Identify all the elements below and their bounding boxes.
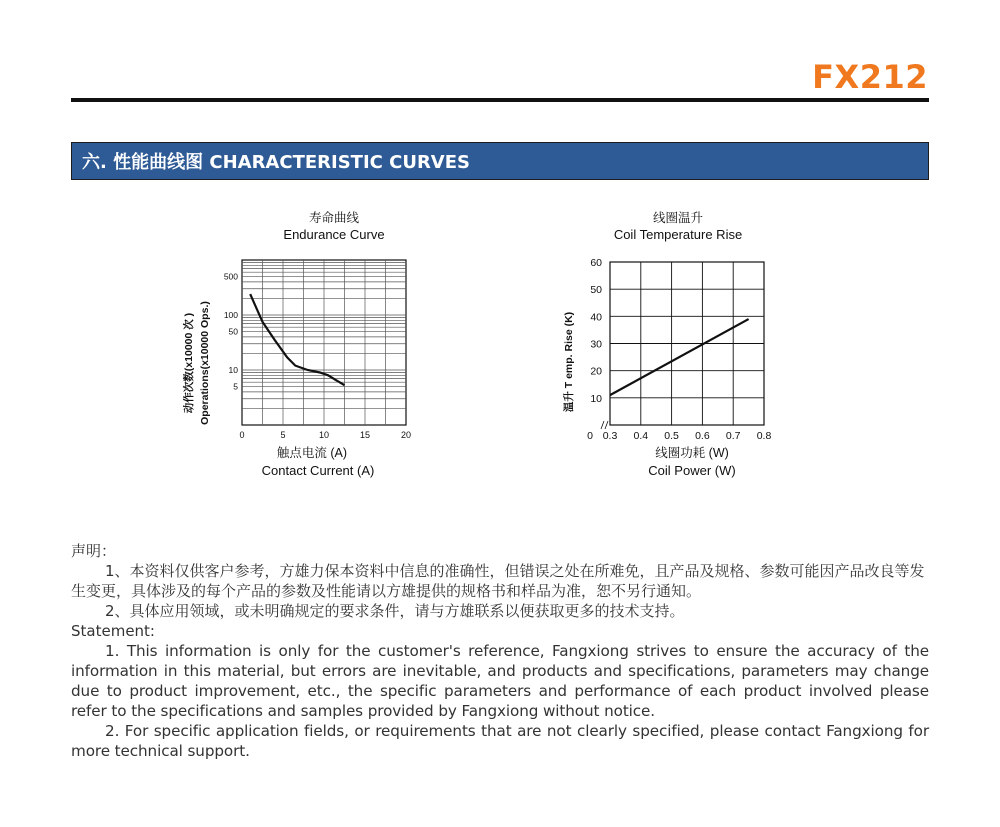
endurance-title-en: Endurance Curve: [283, 227, 385, 242]
en-statement-item-2: 2. For specific application fields, or requirements that are not clearly specified, please contact Fangxiong for more technical support.: [71, 722, 929, 760]
coil-ytick: 30: [590, 338, 602, 351]
coil-ytick: 10: [590, 392, 602, 405]
endurance-ytick: 50: [228, 326, 238, 337]
coil-xtick: 0.4: [633, 430, 649, 442]
endurance-xtick: 20: [400, 430, 412, 440]
endurance-xtick: 10: [318, 430, 330, 440]
coil-ytick: 20: [590, 365, 602, 378]
endurance-xlabel-cn: 触点电流 (A): [276, 446, 348, 460]
model-number: FX212: [812, 58, 928, 96]
coil-xlabel-en: Coil Power (W): [648, 463, 736, 478]
coil-ytick: 60: [590, 257, 602, 269]
cn-statement-heading: 声明：: [71, 542, 117, 560]
coil-title-en: Coil Temperature Rise: [613, 227, 743, 242]
endurance-title-cn: 寿命曲线: [308, 211, 360, 225]
endurance-xtick: 5: [280, 430, 286, 440]
endurance-ytick: 100: [223, 310, 238, 320]
coil-title-cn: 线圈温升: [652, 211, 704, 225]
coil-temp-line: [610, 319, 749, 395]
coil-ytick: 40: [590, 311, 602, 324]
header-rule: [71, 98, 929, 102]
endurance-ylabel-cn: 动作次数(x10000 次 ): [183, 312, 195, 414]
coil-xtick: 0.5: [664, 430, 679, 442]
endurance-ytick: 500: [223, 271, 238, 282]
coil-xtick: 0.3: [602, 430, 618, 442]
coil-temp-chart: [555, 205, 795, 485]
endurance-xtick: 0: [239, 430, 245, 440]
endurance-chart: [170, 205, 430, 485]
cn-statement-item-2: 2、具体应用领域，或未明确规定的要求条件，请与方雄联系以便获取更多的技术支持。: [105, 602, 685, 620]
coil-xlabel-cn: 线圈功耗 (W): [655, 446, 729, 460]
cn-statement-item-1: 1、本资料仅供客户参考，方雄力保本资料中信息的准确性，但错误之处在所难免，且产品及规格、参数可能因产品改良等发生变更，具体涉及的每个产品的参数及性能请以方雄提供的规格书和样品为准，恕不另行通知。: [71, 562, 925, 600]
coil-xtick: 0.8: [756, 430, 772, 442]
coil-xtick: 0: [587, 430, 593, 442]
endurance-ytick: 10: [228, 365, 238, 375]
coil-xtick: 0.7: [725, 430, 741, 442]
en-statement-item-1: 1. This information is only for the customer's reference, Fangxiong strives to ensure the accuracy of the information in this material, but errors are inevitable, and products and specifications, parameters may change due to product improvement, etc., the specific parameters and performance of each product involved please refer to the specifications and samples provided by Fangxiong without notice.: [71, 642, 929, 720]
coil-axis-break: [601, 421, 608, 429]
endurance-ylabel-en: Operations(x10000 Ops.): [199, 301, 211, 425]
coil-xtick: 0.6: [695, 430, 710, 442]
endurance-ytick: 5: [233, 381, 238, 392]
statement-block: [71, 541, 929, 761]
section-title: 六. 性能曲线图 CHARACTERISTIC CURVES: [82, 152, 471, 173]
endurance-xtick: 15: [359, 430, 371, 440]
en-statement-heading: Statement:: [71, 622, 155, 640]
section-header: [71, 142, 929, 180]
coil-ylabel: 温升 T emp. Rise (K): [563, 311, 575, 413]
endurance-xlabel-en: Contact Current (A): [261, 463, 375, 478]
coil-ytick: 50: [590, 284, 602, 297]
endurance-curve-line: [250, 294, 344, 385]
